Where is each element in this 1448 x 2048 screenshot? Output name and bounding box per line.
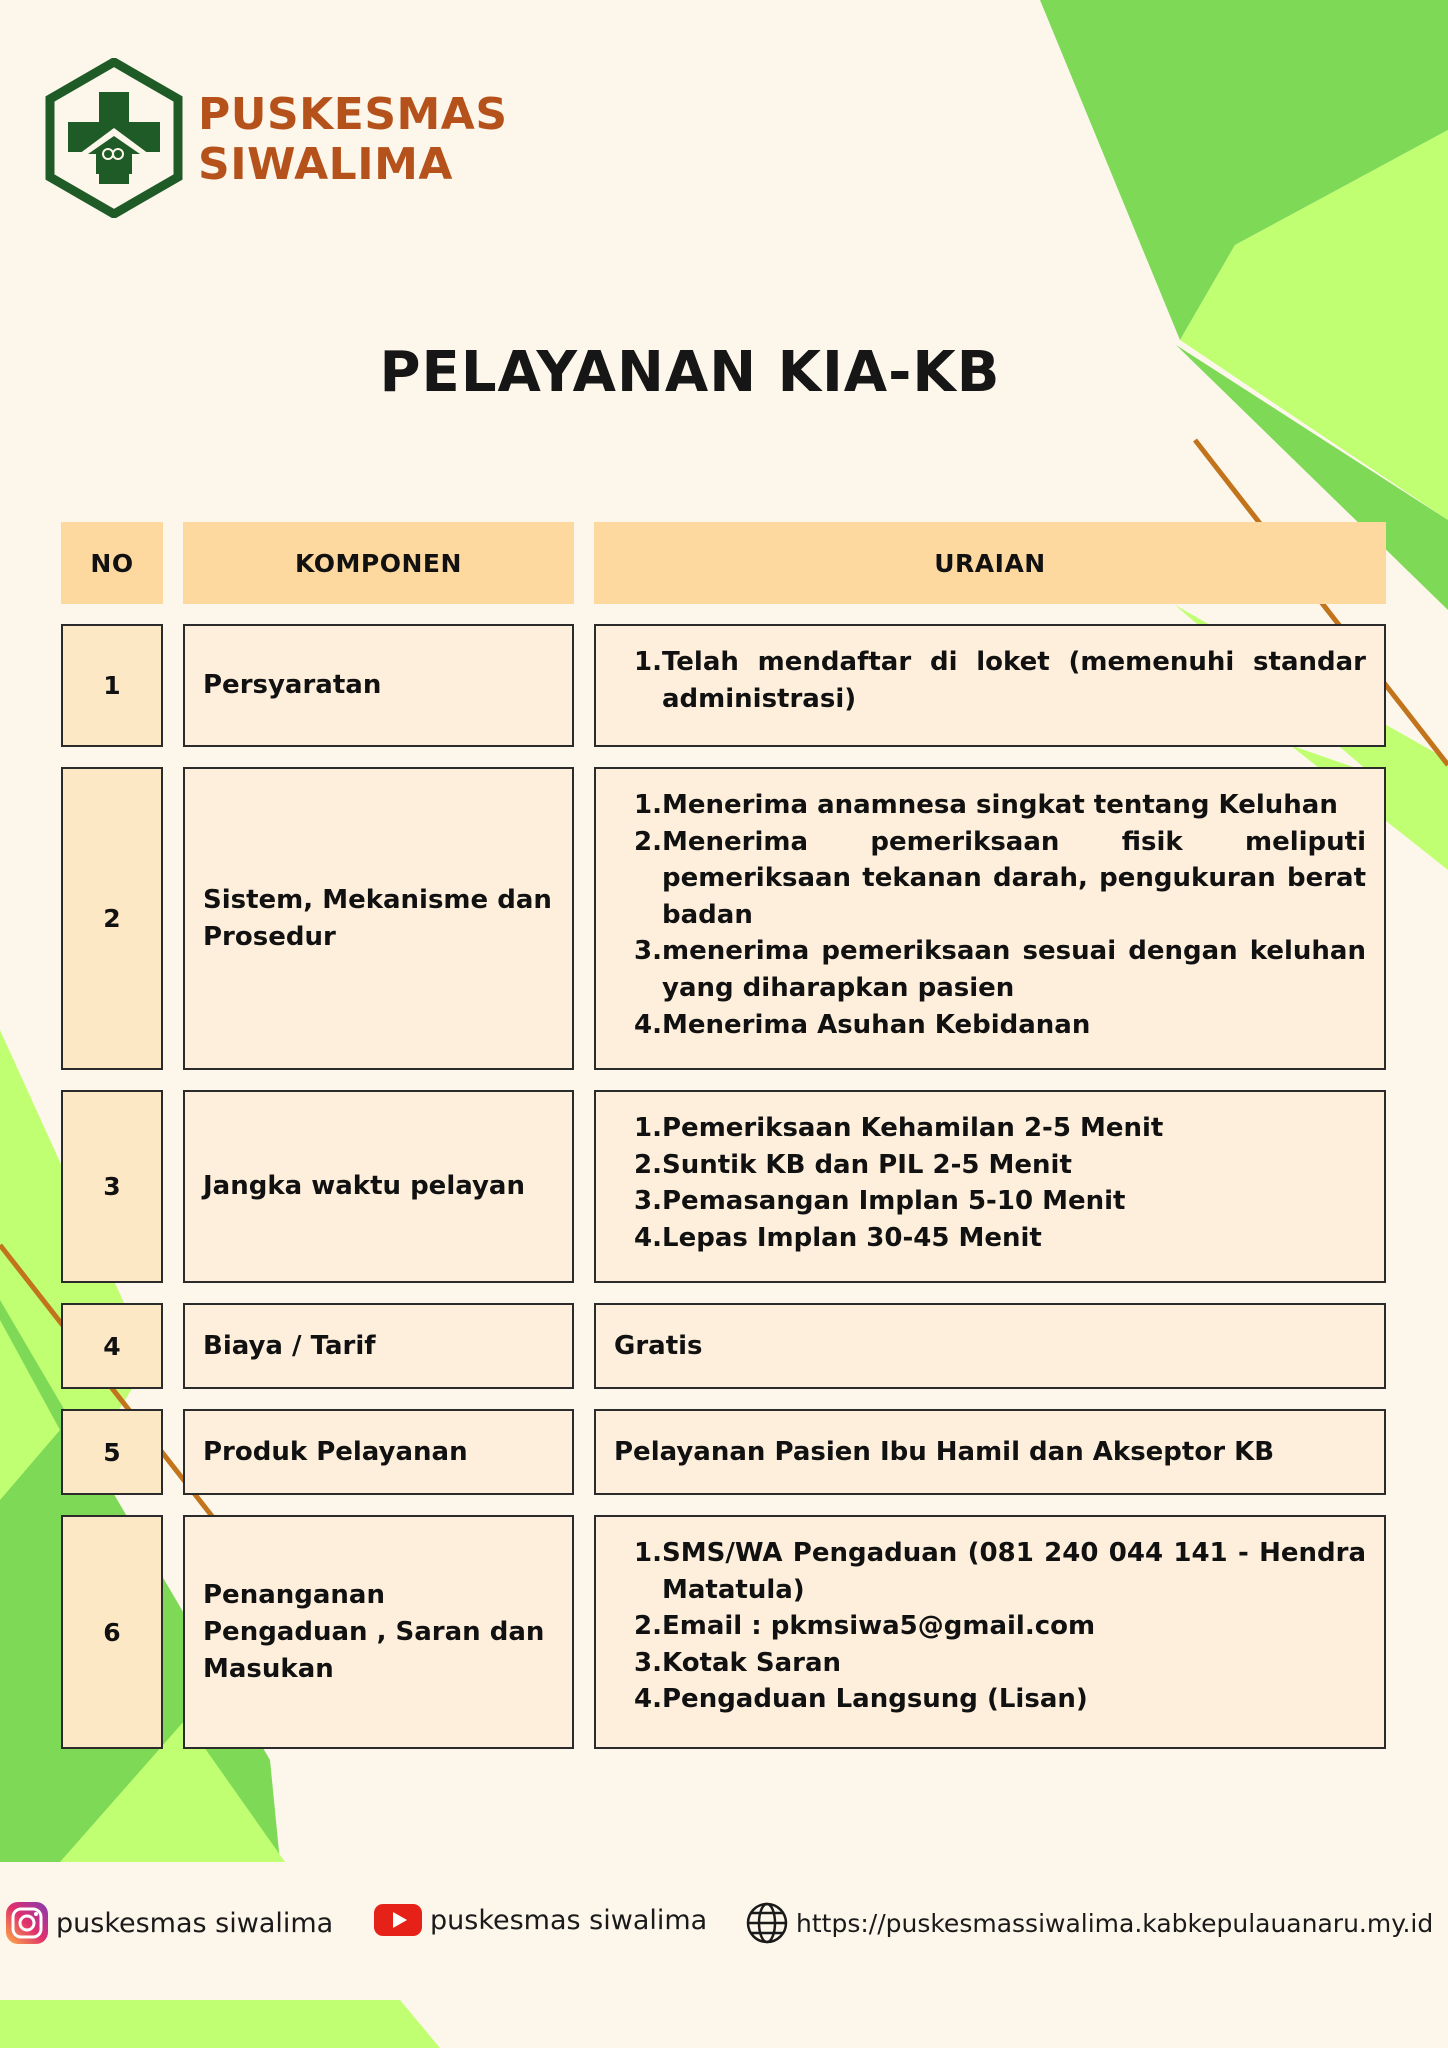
list-item: 4. Pengaduan Langsung (Lisan) xyxy=(634,1684,1088,1715)
row-6-uraian xyxy=(594,1515,1386,1749)
website-label: https://puskesmassiwalima.kabkepulauanaru.my.id xyxy=(796,1908,1434,1938)
brand-name xyxy=(198,90,508,190)
row-4-no: 4 xyxy=(61,1303,163,1389)
row-5-no: 5 xyxy=(61,1409,163,1495)
row-5-uraian: Pelayanan Pasien Ibu Hamil dan Akseptor KB xyxy=(594,1409,1386,1495)
row-4-uraian: Gratis xyxy=(594,1303,1386,1389)
globe-icon xyxy=(744,1900,790,1946)
row-3-komponen: Jangka waktu pelayan xyxy=(183,1090,574,1283)
list-item: 1. Telah mendaftar di loket (memenuhi standar administrasi) xyxy=(634,647,1366,714)
list-item: 1. SMS/WA Pengaduan (081 240 044 141 - Hendra Matatula) xyxy=(634,1538,1366,1605)
row-4-komponen: Biaya / Tarif xyxy=(183,1303,574,1389)
row-6-no: 6 xyxy=(61,1515,163,1749)
list-item: 4. Menerima Asuhan Kebidanan xyxy=(634,1009,1091,1040)
website-link[interactable] xyxy=(744,1900,1433,1946)
row-1-no: 1 xyxy=(61,624,163,747)
youtube-link[interactable] xyxy=(372,1900,707,1940)
list-item: 3. Kotak Saran xyxy=(634,1647,842,1678)
youtube-label: puskesmas siwalima xyxy=(430,1904,708,1936)
brand-line-2: SIWALIMA xyxy=(198,139,453,190)
row-5-komponen: Produk Pelayanan xyxy=(183,1409,574,1495)
header-no: NO xyxy=(61,522,163,604)
row-2-no: 2 xyxy=(61,767,163,1070)
list-item: 2. Suntik KB dan PIL 2-5 Menit xyxy=(634,1149,1072,1180)
list-item: 1. Pemeriksaan Kehamilan 2-5 Menit xyxy=(634,1113,1164,1143)
list-item: 1. Menerima anamnesa singkat tentang Keluhan xyxy=(634,790,1338,820)
puskesmas-logo-icon xyxy=(44,58,184,218)
row-2-uraian xyxy=(594,767,1386,1070)
row-6-komponen: Penanganan Pengaduan , Saran dan Masukan xyxy=(183,1515,574,1749)
header-uraian: URAIAN xyxy=(594,522,1386,604)
row-3-uraian xyxy=(594,1090,1386,1283)
list-item: 2. Email : pkmsiwa5@gmail.com xyxy=(634,1611,1096,1642)
list-item: 4. Lepas Implan 30-45 Menit xyxy=(634,1222,1042,1253)
row-1-komponen: Persyaratan xyxy=(183,624,574,747)
row-1-uraian xyxy=(594,624,1386,747)
youtube-icon xyxy=(372,1900,424,1940)
brand-line-1: PUSKESMAS xyxy=(198,89,508,140)
row-3-no: 3 xyxy=(61,1090,163,1283)
page-title: PELAYANAN KIA-KB xyxy=(379,340,1001,405)
row-2-komponen: Sistem, Mekanisme dan Prosedur xyxy=(183,767,574,1070)
instagram-link[interactable] xyxy=(4,1900,333,1946)
instagram-label: puskesmas siwalima xyxy=(56,1907,334,1939)
instagram-icon xyxy=(4,1900,50,1946)
list-item: 3. menerima pemeriksaan sesuai dengan keluhan yang diharapkan pasien xyxy=(634,936,1366,1003)
list-item: 2. Menerima pemeriksaan fisik meliputi pemeriksaan tekanan darah, pengukuran berat badan xyxy=(634,826,1366,930)
header-komponen: KOMPONEN xyxy=(183,522,574,604)
list-item: 3. Pemasangan Implan 5-10 Menit xyxy=(634,1186,1126,1217)
